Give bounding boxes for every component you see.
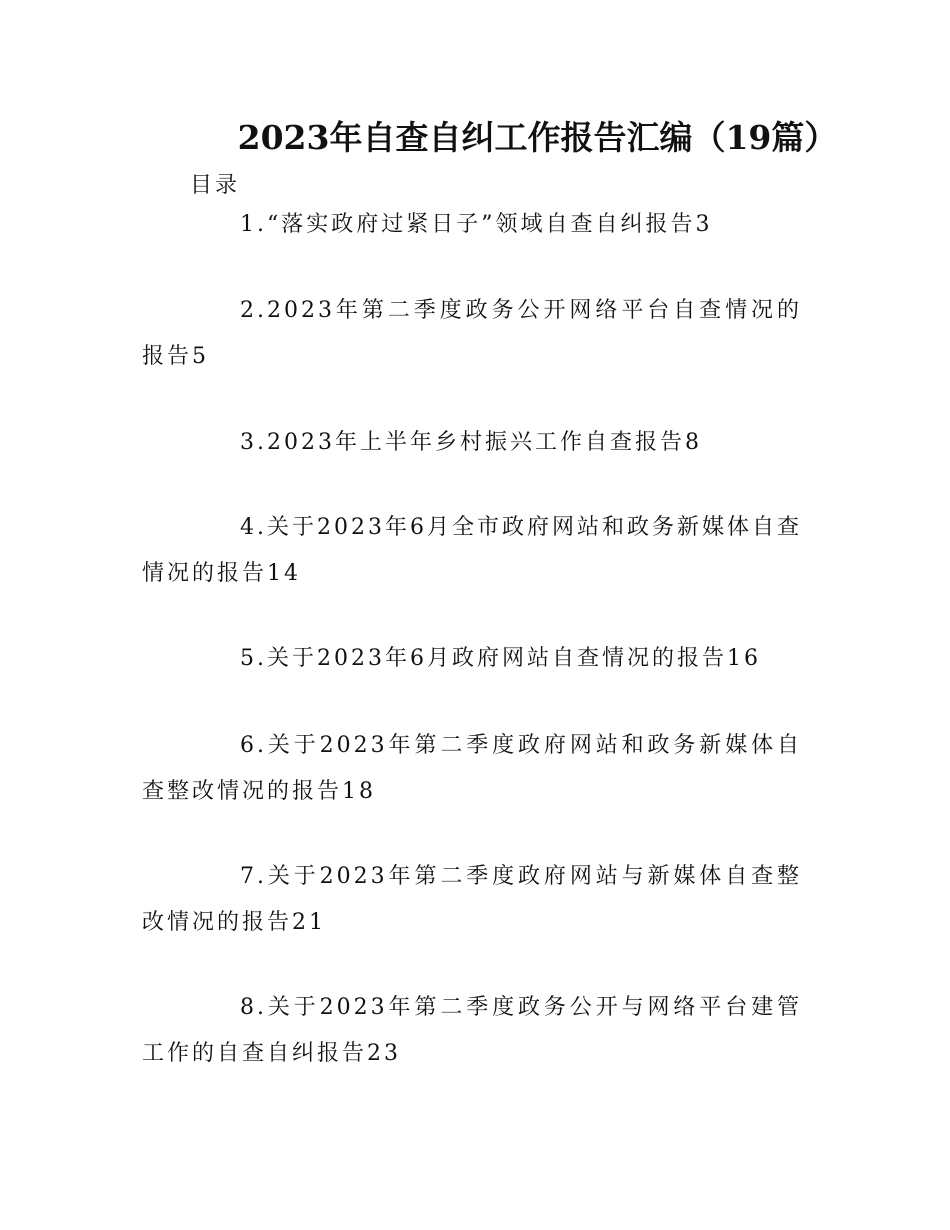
toc-entry-8[interactable]: 8.关于2023年第二季度政务公开与网络平台建管工作的自查自纠报告23 [142, 995, 802, 1066]
toc-entry-3[interactable]: 3.2023年上半年乡村振兴工作自查报告8 [240, 430, 702, 455]
toc-heading: 目录 [190, 173, 241, 198]
toc-entry-2[interactable]: 2.2023年第二季度政务公开网络平台自查情况的报告5 [142, 298, 802, 369]
toc-entry-6[interactable]: 6.关于2023年第二季度政府网站和政务新媒体自查整改情况的报告18 [142, 733, 802, 804]
toc-entry-4[interactable]: 4.关于2023年6月全市政府网站和政务新媒体自查情况的报告14 [142, 515, 802, 586]
toc-entry-7[interactable]: 7.关于2023年第二季度政府网站与新媒体自查整改情况的报告21 [142, 864, 802, 935]
toc-entry-5[interactable]: 5.关于2023年6月政府网站自查情况的报告16 [240, 646, 761, 671]
toc-entry-1[interactable]: 1.“落实政府过紧日子”领域自查自纠报告3 [240, 212, 713, 237]
document-title: 2023年自查自纠工作报告汇编（19篇） [237, 118, 838, 157]
